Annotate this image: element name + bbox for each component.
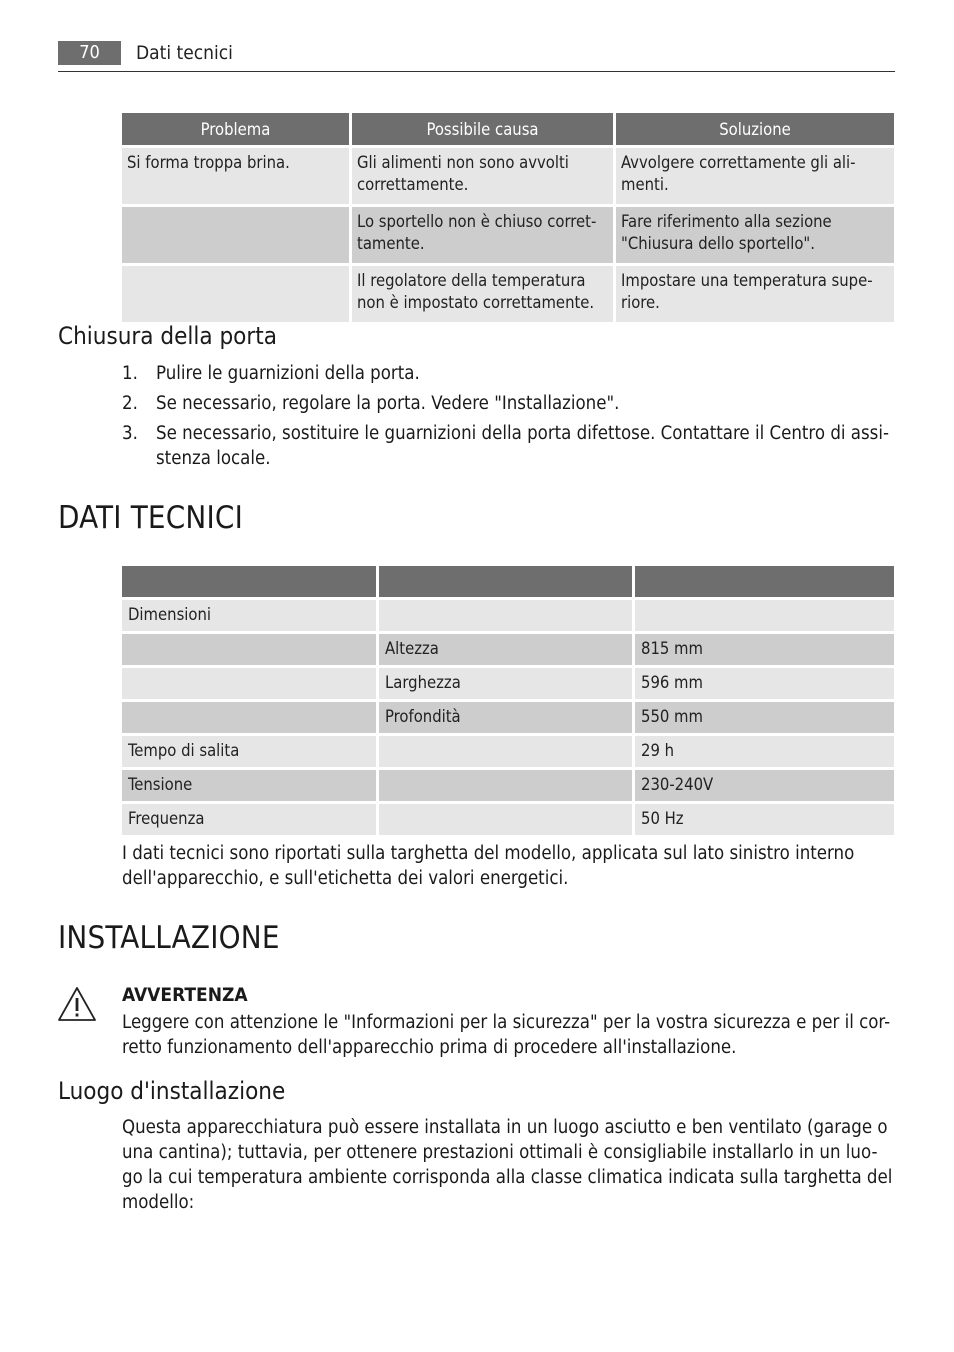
label-cell: Frequenza: [122, 804, 376, 835]
table-header-row: [122, 113, 894, 145]
problem-cell: [122, 207, 349, 263]
label-cell: Dimensioni: [122, 600, 376, 631]
sub-cell: [379, 770, 632, 801]
step-text: Se necessario, regolare la porta. Vedere "Installazione".: [156, 393, 620, 414]
tech-data-note: I dati tecnici sono riportati sulla targhetta del modello, applicata sul lato sinistro interno dell'apparecchio, e sull'etichetta dei valori energetici.: [122, 843, 855, 889]
sub-cell: Profondità: [379, 702, 632, 733]
cause-cell: Lo sportello non è chiuso corret-tamente.: [352, 207, 613, 263]
tech-data-table: [119, 563, 897, 838]
chapter-heading: INSTALLAZIONE: [58, 920, 280, 956]
column-header: [635, 566, 894, 597]
value-cell: 550 mm: [635, 702, 894, 733]
value-cell: 50 Hz: [635, 804, 894, 835]
label-cell: Tensione: [122, 770, 376, 801]
cause-cell: Il regolatore della temperatura non è impostato correttamente.: [352, 266, 613, 322]
location-text: Questa apparecchiatura può essere installata in un luogo asciutto e ben ventilato (garage o una cantina); tuttavia, per ottenere prestazioni ottimali è consigliabile installarlo in un luo-go la cui temperatura ambiente corrisponda alla classe climatica indicata sulla targhetta del modello:: [122, 1117, 893, 1213]
step-number: 2.: [122, 393, 138, 414]
table-row: [122, 702, 894, 733]
sub-cell: [379, 804, 632, 835]
solution-cell: Fare riferimento alla sezione "Chiusura dello sportello".: [616, 207, 894, 263]
sub-cell: [379, 600, 632, 631]
warning-icon: [57, 986, 97, 1022]
running-title: Dati tecnici: [136, 42, 233, 64]
table-row: [122, 634, 894, 665]
warning-text: Leggere con attenzione le "Informazioni per la sicurezza" per la vostra sicurezza e per il cor-retto funzionamento dell'apparecchio prima di procedere all'installazione.: [122, 1012, 891, 1058]
problem-cell: [122, 266, 349, 322]
label-cell: [122, 634, 376, 665]
table-row: [122, 804, 894, 835]
column-header: [122, 566, 376, 597]
table-row: [122, 266, 894, 322]
step-number: 3.: [122, 423, 138, 444]
troubleshooting-table: [119, 110, 897, 325]
value-cell: 596 mm: [635, 668, 894, 699]
chapter-heading: DATI TECNICI: [58, 500, 244, 536]
table-row: [122, 600, 894, 631]
sub-cell: Altezza: [379, 634, 632, 665]
table-row: [122, 770, 894, 801]
column-header: Possibile causa: [352, 113, 613, 145]
table-row: [122, 207, 894, 263]
solution-cell: Avvolgere correttamente gli ali-menti.: [616, 148, 894, 204]
steps-list: [122, 361, 897, 476]
label-cell: Tempo di salita: [122, 736, 376, 767]
label-cell: [122, 668, 376, 699]
table-row: [122, 668, 894, 699]
value-cell: 29 h: [635, 736, 894, 767]
table-row: [122, 148, 894, 204]
sub-cell: [379, 736, 632, 767]
section-heading: Luogo d'installazione: [58, 1077, 286, 1105]
value-cell: 815 mm: [635, 634, 894, 665]
column-header: Soluzione: [616, 113, 894, 145]
value-cell: 230-240V: [635, 770, 894, 801]
table-header-row: [122, 566, 894, 597]
label-cell: [122, 702, 376, 733]
step-text: Pulire le guarnizioni della porta.: [156, 363, 420, 384]
list-item: [122, 361, 897, 386]
warning-title: AVVERTENZA: [122, 984, 248, 1006]
section-heading: Chiusura della porta: [58, 322, 277, 350]
table-row: [122, 736, 894, 767]
solution-cell: Impostare una temperatura supe-riore.: [616, 266, 894, 322]
sub-cell: Larghezza: [379, 668, 632, 699]
page-header: [58, 40, 895, 72]
step-text: Se necessario, sostituire le guarnizioni della porta difettose. Contattare il Centro di assi-stenza locale.: [156, 423, 889, 469]
value-cell: [635, 600, 894, 631]
list-item: [122, 421, 897, 471]
cause-cell: Gli alimenti non sono avvolti correttamente.: [352, 148, 613, 204]
column-header: Problema: [122, 113, 349, 145]
page-number: 70: [58, 41, 121, 65]
column-header: [379, 566, 632, 597]
list-item: [122, 391, 897, 416]
problem-cell: Si forma troppa brina.: [122, 148, 349, 204]
step-number: 1.: [122, 363, 138, 384]
